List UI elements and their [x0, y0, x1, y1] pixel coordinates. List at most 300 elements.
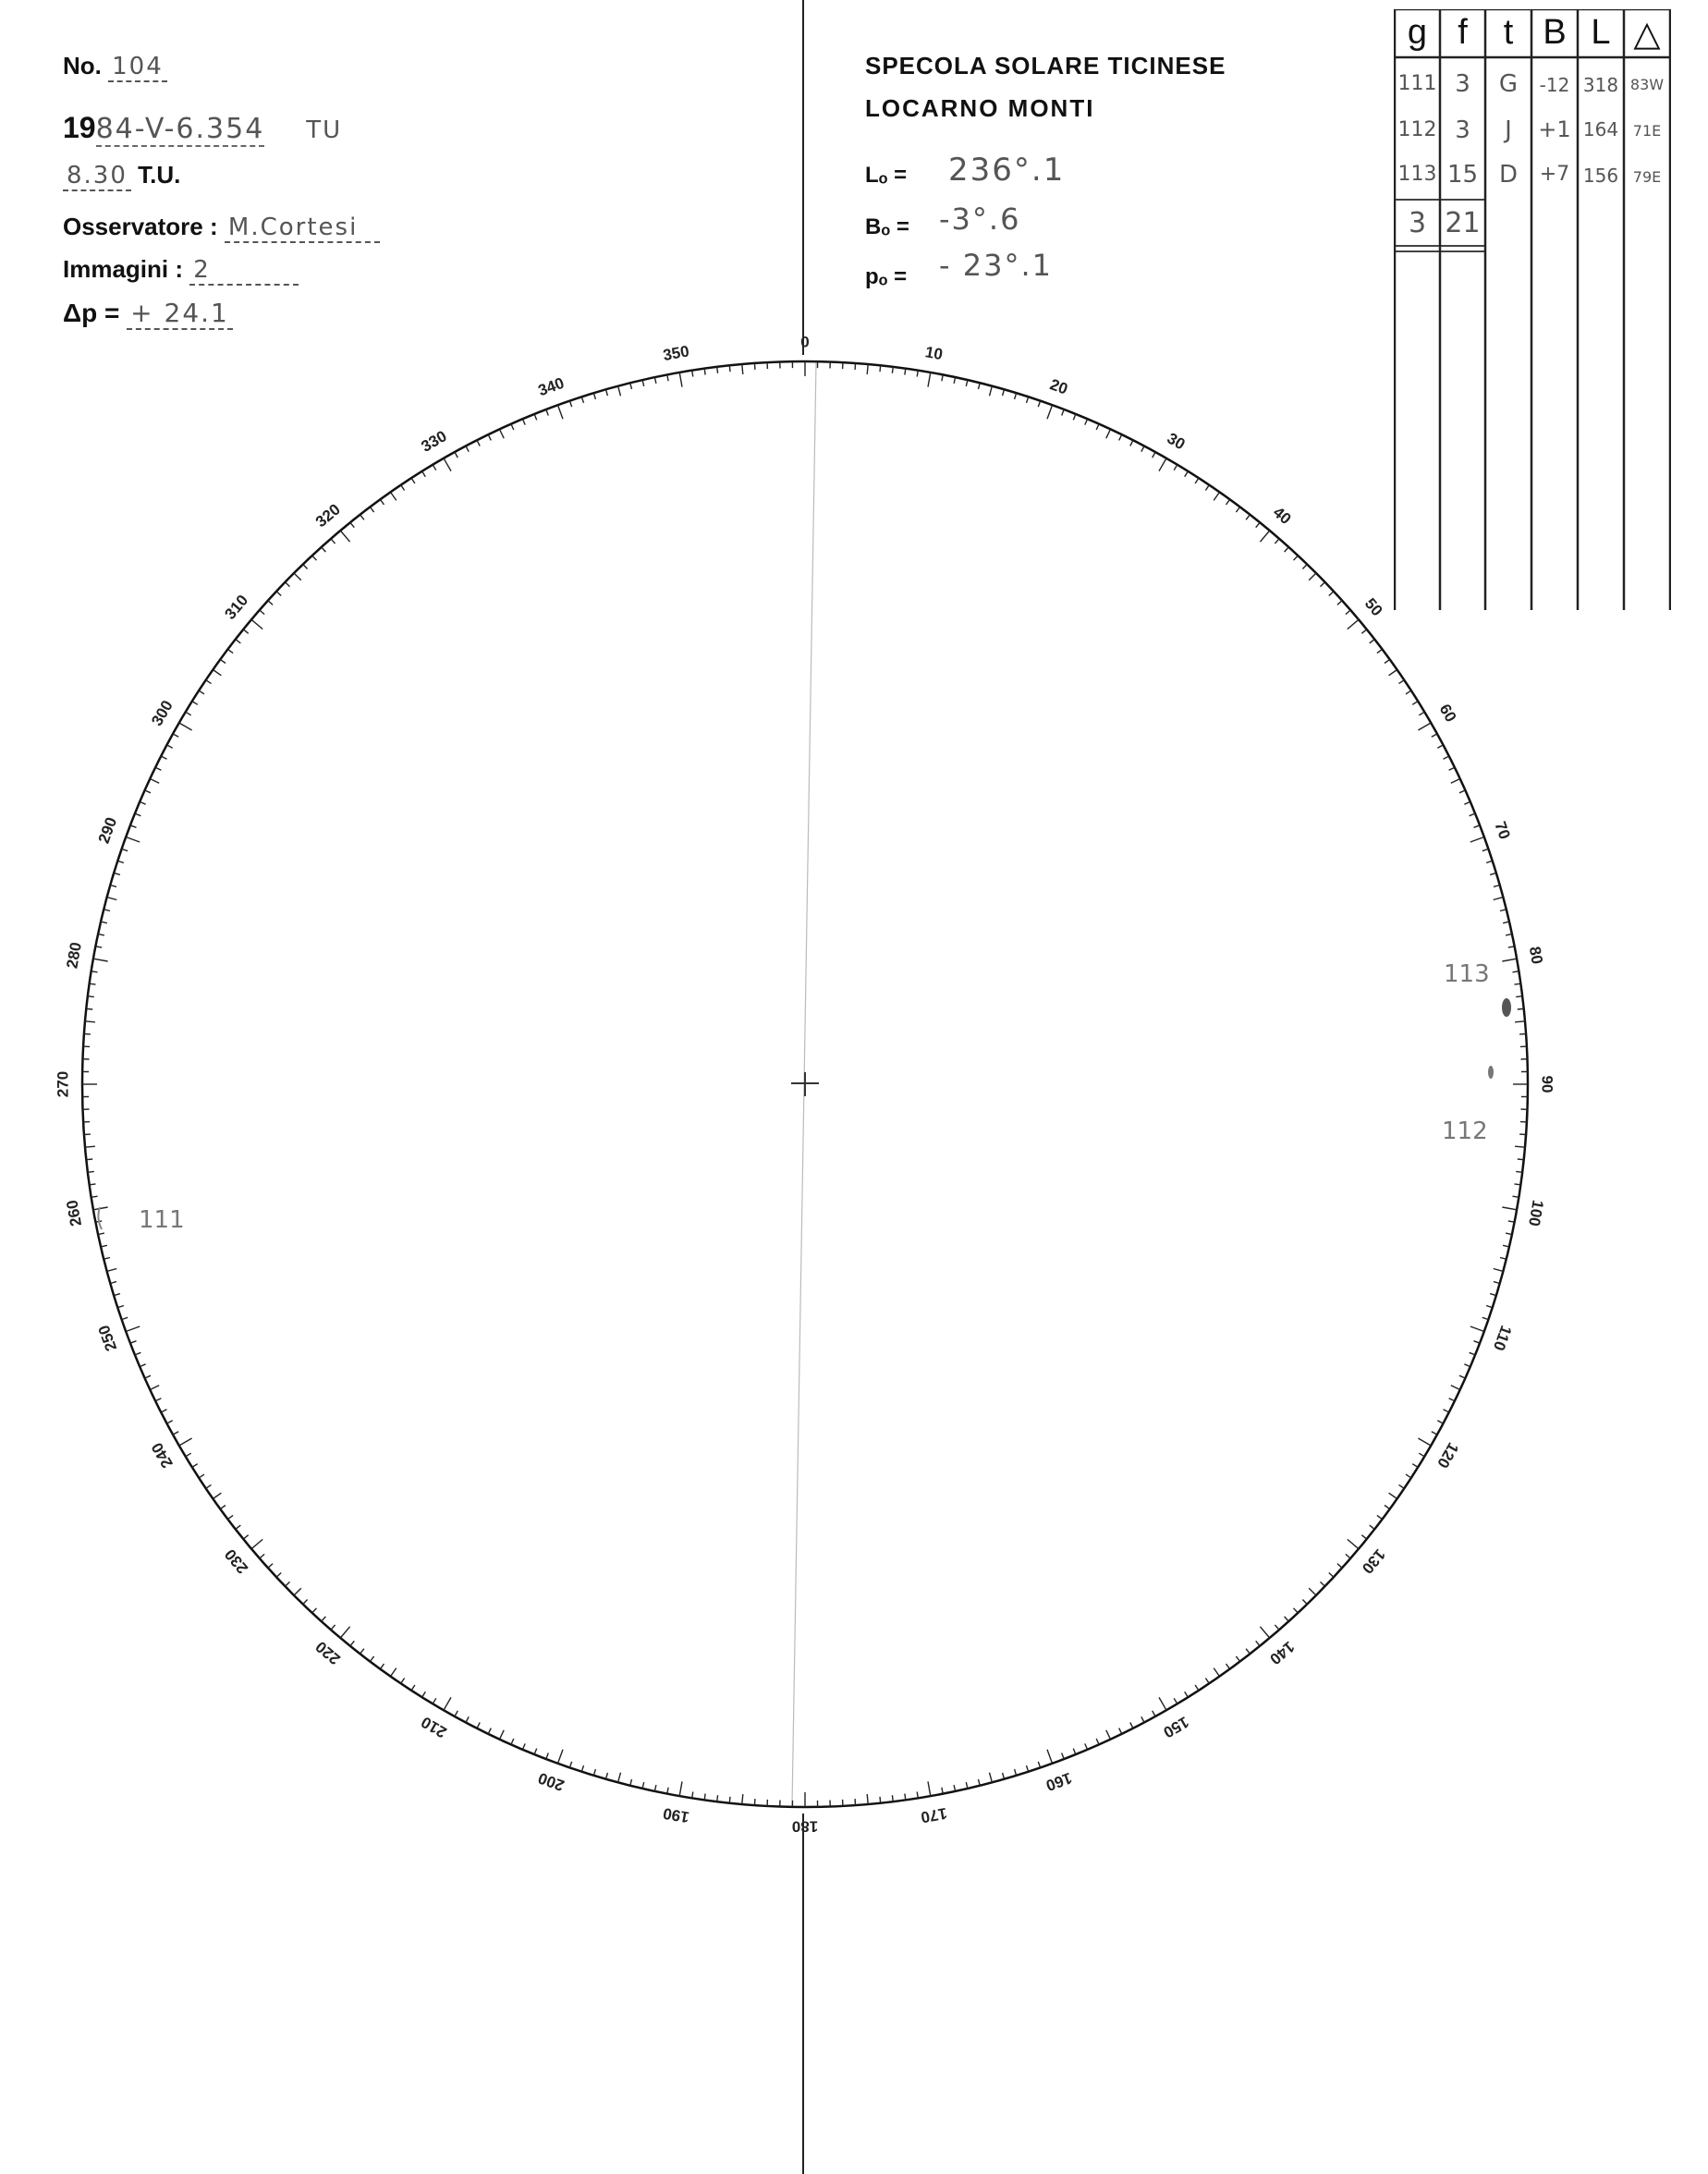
- scale-tick: [1260, 1627, 1269, 1638]
- scale-tick: [276, 592, 281, 596]
- scale-tick: [179, 723, 192, 730]
- scale-tick: [1119, 1728, 1122, 1734]
- scale-tick: [569, 401, 571, 408]
- scale-tick: [1518, 1008, 1524, 1009]
- scale-tick: [966, 380, 968, 386]
- sunspot-113: [1502, 998, 1511, 1017]
- scale-tick: [979, 1779, 981, 1786]
- scale-tick: [1073, 414, 1076, 421]
- scale-tick: [199, 1474, 204, 1478]
- scale-tick: [340, 1627, 349, 1638]
- scale-label-80: 80: [1525, 945, 1546, 966]
- scale-tick: [1361, 1535, 1366, 1539]
- scale-tick: [331, 539, 336, 544]
- scale-tick: [581, 397, 583, 403]
- scale-tick: [905, 1794, 906, 1801]
- scale-tick: [546, 409, 549, 416]
- scale-tick: [360, 515, 364, 520]
- scale-tick: [1503, 922, 1509, 923]
- scale-tick: [654, 377, 656, 384]
- scale-tick: [1486, 1306, 1493, 1308]
- scale-tick: [581, 1765, 583, 1772]
- scale-tick: [88, 1171, 94, 1172]
- scale-tick: [312, 556, 317, 560]
- scale-tick: [642, 380, 644, 386]
- scale-tick: [167, 745, 173, 748]
- scale-tick: [606, 389, 608, 396]
- scale-tick: [1370, 1525, 1375, 1529]
- scale-tick: [260, 1554, 264, 1558]
- scale-label-290: 290: [94, 814, 121, 846]
- group-table-grid: [1394, 9, 1671, 610]
- scale-tick: [401, 485, 405, 491]
- scale-tick: [145, 790, 151, 793]
- table-cell: 3: [1455, 70, 1470, 98]
- scale-tick: [85, 1021, 95, 1022]
- scale-tick: [618, 1773, 621, 1783]
- scale-tick: [1470, 837, 1484, 843]
- scale-label-350: 350: [661, 342, 691, 365]
- scale-tick: [1500, 910, 1507, 911]
- scale-tick: [1502, 959, 1517, 961]
- table-cell: +1: [1538, 116, 1571, 142]
- scale-tick: [1515, 1146, 1525, 1147]
- scale-label-40: 40: [1269, 503, 1295, 529]
- scale-tick: [1047, 405, 1053, 419]
- scale-tick: [704, 1794, 705, 1801]
- scale-tick: [729, 365, 730, 372]
- scale-tick: [192, 1464, 198, 1468]
- table-cell: -12: [1539, 74, 1570, 96]
- scale-tick: [411, 1685, 415, 1691]
- scale-tick: [1106, 429, 1111, 438]
- scale-tick: [1246, 515, 1250, 520]
- scale-label-30: 30: [1164, 429, 1189, 454]
- scale-tick: [679, 1781, 682, 1796]
- table-cell: D: [1498, 161, 1519, 189]
- table-cell: 164: [1582, 118, 1619, 140]
- sunspot-112: [1488, 1066, 1494, 1079]
- scale-tick: [1518, 1159, 1524, 1160]
- table-cell: 156: [1582, 165, 1619, 187]
- scale-tick: [717, 367, 718, 373]
- scale-tick: [433, 465, 436, 470]
- table-header-g: g: [1407, 13, 1428, 52]
- scale-tick: [1399, 680, 1405, 684]
- scale-tick: [122, 849, 128, 850]
- institution-line-1: SPECOLA SOLARE TICINESE: [865, 52, 1226, 79]
- scale-tick: [114, 873, 120, 874]
- scale-tick: [1412, 1464, 1418, 1468]
- date-suffix: TU: [306, 116, 343, 144]
- scale-tick: [954, 1785, 956, 1791]
- scale-tick: [1449, 767, 1455, 770]
- scale-tick: [1406, 690, 1411, 694]
- scale-tick: [1159, 1697, 1166, 1710]
- scale-tick: [1236, 1656, 1239, 1662]
- scale-tick: [630, 1779, 632, 1786]
- scale-tick: [380, 499, 384, 505]
- scale-label-50: 50: [1360, 594, 1386, 620]
- scale-label-260: 260: [63, 1198, 86, 1228]
- table-cell: G: [1498, 70, 1519, 98]
- scale-tick: [370, 1656, 373, 1662]
- scale-label-120: 120: [1434, 1439, 1462, 1472]
- scale-tick: [350, 522, 354, 527]
- sunspot-111: [98, 1207, 102, 1229]
- scale-tick: [1516, 996, 1522, 997]
- scale-tick: [228, 1515, 234, 1519]
- scale-tick: [1130, 440, 1133, 446]
- scale-tick: [1185, 1692, 1189, 1697]
- scale-tick: [1490, 1294, 1496, 1296]
- scale-tick: [86, 1159, 92, 1160]
- scale-label-300: 300: [148, 697, 177, 729]
- scale-tick: [1482, 1317, 1489, 1319]
- scale-tick: [1451, 779, 1460, 784]
- scale-tick: [1047, 1750, 1053, 1764]
- scale-tick: [1062, 1753, 1065, 1760]
- scale-tick: [511, 1739, 514, 1744]
- number-label: No.: [63, 52, 102, 79]
- scale-tick: [104, 1258, 110, 1260]
- scale-tick: [1432, 734, 1437, 737]
- scale-tick: [150, 1386, 159, 1390]
- time-value: 8.30: [63, 162, 131, 191]
- scale-tick: [558, 405, 564, 419]
- scale-tick: [1515, 983, 1521, 984]
- l0-label: Lₒ =: [865, 163, 908, 188]
- scale-tick: [1502, 1207, 1517, 1210]
- table-total-spots: 21: [1445, 207, 1481, 239]
- scale-tick: [331, 1625, 336, 1630]
- scale-tick: [522, 1743, 525, 1749]
- scale-tick: [1459, 790, 1465, 793]
- scale-tick: [1275, 1625, 1279, 1630]
- scale-tick: [1412, 702, 1418, 705]
- scale-tick: [1106, 1730, 1111, 1740]
- scale-tick: [1205, 1679, 1209, 1684]
- scale-tick: [1062, 409, 1065, 416]
- scale-tick: [593, 393, 595, 399]
- scale-tick: [630, 383, 632, 389]
- scale-tick: [1337, 1564, 1342, 1569]
- scale-tick: [350, 1641, 354, 1645]
- scale-tick: [126, 837, 140, 843]
- scale-tick: [1096, 424, 1099, 430]
- scale-tick: [303, 1600, 308, 1605]
- scale-tick: [90, 983, 96, 984]
- scale-tick: [1432, 1432, 1437, 1435]
- scale-tick: [1085, 1743, 1088, 1749]
- scale-tick: [488, 434, 491, 440]
- scale-tick: [312, 1608, 317, 1613]
- year-prefix: 19: [63, 111, 96, 144]
- scale-label-140: 140: [1266, 1637, 1299, 1668]
- scale-tick: [892, 367, 893, 373]
- scale-tick: [511, 424, 514, 430]
- scale-tick: [1174, 465, 1177, 470]
- scale-tick: [1275, 539, 1279, 544]
- scale-tick: [268, 1564, 273, 1569]
- table-cell: 15: [1446, 161, 1479, 189]
- time-suffix: T.U.: [138, 161, 181, 189]
- scale-tick: [86, 1008, 92, 1009]
- table-header-b: B: [1543, 13, 1567, 52]
- scale-tick: [243, 1535, 248, 1539]
- scale-tick: [1482, 849, 1489, 850]
- scale-tick: [1449, 1398, 1455, 1401]
- scale-tick: [1494, 1282, 1500, 1284]
- delta-p-label: Δp =: [63, 299, 120, 327]
- scale-tick: [122, 1317, 128, 1319]
- scale-tick: [213, 1493, 221, 1498]
- table-cell: 71E: [1632, 122, 1662, 140]
- images-label: Immagini :: [63, 255, 184, 283]
- scale-tick: [155, 767, 161, 770]
- scale-tick: [340, 531, 349, 542]
- scale-tick: [455, 1711, 458, 1716]
- scale-tick: [101, 922, 107, 923]
- scale-tick: [1195, 1685, 1199, 1691]
- scale-label-150: 150: [1160, 1713, 1192, 1741]
- scale-label-240: 240: [148, 1439, 177, 1472]
- scale-tick: [1226, 499, 1230, 505]
- scale-label-180: 180: [791, 1817, 819, 1836]
- scale-tick: [1494, 885, 1500, 887]
- scale-tick: [98, 934, 104, 935]
- scale-tick: [1470, 1326, 1484, 1332]
- scale-tick: [905, 369, 906, 375]
- table-cell: 79E: [1632, 168, 1662, 186]
- scale-tick: [742, 1794, 743, 1804]
- scale-tick: [1399, 1484, 1405, 1488]
- scale-tick: [206, 1484, 212, 1488]
- scale-tick: [1246, 1649, 1250, 1655]
- scale-tick: [717, 1795, 718, 1801]
- scale-tick: [90, 1184, 96, 1185]
- scale-tick: [1515, 1184, 1521, 1185]
- scale-tick: [1038, 1762, 1040, 1768]
- scale-tick: [251, 619, 262, 629]
- scale-tick: [192, 702, 198, 705]
- scale-tick: [1464, 801, 1470, 804]
- scale-label-60: 60: [1435, 701, 1460, 726]
- scale-tick: [534, 414, 537, 421]
- scale-tick: [117, 1306, 124, 1308]
- scale-tick: [679, 373, 682, 387]
- table-header-f: f: [1458, 13, 1468, 52]
- table-header-delta: △: [1633, 15, 1661, 54]
- group-table: [1394, 9, 1671, 610]
- scale-tick: [107, 898, 117, 900]
- images-value: 2: [189, 256, 299, 286]
- b0-label: Bₒ =: [865, 214, 909, 239]
- scale-tick: [186, 712, 191, 715]
- scale-tick: [444, 1697, 451, 1710]
- scale-tick: [433, 1698, 436, 1704]
- scale-tick: [1153, 1711, 1155, 1716]
- scale-tick: [979, 383, 981, 389]
- scale-tick: [1389, 670, 1397, 676]
- scale-label-210: 210: [418, 1713, 450, 1741]
- scale-tick: [606, 1773, 608, 1779]
- scale-label-280: 280: [63, 940, 86, 971]
- scale-label-270: 270: [54, 1070, 72, 1098]
- scale-tick: [135, 1352, 141, 1355]
- scale-label-310: 310: [221, 591, 252, 623]
- scale-tick: [167, 1421, 173, 1423]
- scale-tick: [422, 471, 426, 477]
- scale-tick: [228, 649, 234, 653]
- scale-tick: [1130, 1723, 1133, 1728]
- scale-tick: [880, 365, 881, 372]
- scale-tick: [186, 1453, 191, 1457]
- scale-tick: [126, 1326, 140, 1332]
- scale-tick: [1459, 1375, 1465, 1378]
- scale-tick: [1419, 1453, 1424, 1457]
- b0-value: -3°.6: [939, 202, 1021, 237]
- scale-tick: [1003, 389, 1005, 396]
- scale-tick: [286, 1582, 290, 1586]
- scale-tick: [1214, 492, 1219, 500]
- scale-tick: [618, 386, 621, 397]
- scale-tick: [1141, 1716, 1144, 1722]
- scale-tick: [1285, 1617, 1289, 1621]
- scale-label-110: 110: [1489, 1323, 1516, 1353]
- scale-tick: [642, 1782, 644, 1789]
- scale-tick: [1073, 1749, 1076, 1755]
- scale-label-90: 90: [1538, 1075, 1556, 1093]
- scale-tick: [236, 1525, 240, 1529]
- scale-tick: [294, 573, 301, 580]
- scale-tick: [1302, 1600, 1307, 1605]
- scale-tick: [867, 364, 868, 374]
- scale-tick: [729, 1797, 730, 1803]
- scale-tick: [161, 1410, 166, 1412]
- scale-tick: [534, 1749, 537, 1755]
- observer-label: Osservatore :: [63, 213, 218, 240]
- scale-tick: [1159, 458, 1166, 471]
- scale-tick: [546, 1753, 549, 1760]
- scale-tick: [1418, 1438, 1431, 1446]
- scale-tick: [107, 1269, 117, 1272]
- scale-tick: [85, 1146, 95, 1147]
- scale-tick: [1329, 1573, 1334, 1578]
- scale-tick: [928, 373, 931, 387]
- table-cell: 113: [1397, 163, 1437, 186]
- scale-tick: [1329, 592, 1334, 596]
- table-cell: J: [1505, 116, 1512, 144]
- scale-tick: [1256, 1641, 1260, 1645]
- scale-tick: [522, 419, 525, 424]
- scale-tick: [1195, 478, 1199, 483]
- scale-tick: [411, 478, 415, 483]
- scale-tick: [173, 734, 178, 737]
- table-cell: 83W: [1629, 76, 1665, 93]
- table-cell: 3: [1455, 116, 1470, 144]
- scale-tick: [114, 1294, 120, 1296]
- table-header-l: L: [1591, 13, 1611, 52]
- scale-tick: [243, 629, 248, 633]
- table-cell: 318: [1582, 74, 1619, 96]
- scale-tick: [303, 565, 308, 569]
- scale-tick: [466, 1716, 469, 1722]
- scale-tick: [1038, 401, 1040, 408]
- scale-tick: [380, 1664, 384, 1669]
- scale-tick: [1444, 1410, 1449, 1412]
- scale-tick: [199, 690, 204, 694]
- scale-label-70: 70: [1491, 819, 1514, 842]
- scale-tick: [1389, 1493, 1397, 1498]
- scale-tick: [1027, 397, 1029, 403]
- scale-tick: [322, 547, 326, 552]
- scale-label-330: 330: [418, 427, 450, 456]
- scale-tick: [1437, 745, 1443, 748]
- scale-tick: [1214, 1668, 1219, 1677]
- number-value: 104: [108, 53, 167, 82]
- scale-tick: [422, 1692, 426, 1697]
- scale-label-100: 100: [1524, 1198, 1547, 1228]
- scale-tick: [391, 1668, 396, 1677]
- scale-tick: [1346, 610, 1350, 615]
- scale-tick: [1406, 1474, 1411, 1478]
- scale-tick: [294, 1588, 301, 1595]
- scale-tick: [1377, 1515, 1383, 1519]
- scale-tick: [1285, 547, 1289, 552]
- scale-tick: [140, 801, 145, 804]
- scale-tick: [1321, 1582, 1325, 1586]
- scale-tick: [1464, 1364, 1470, 1367]
- scale-tick: [213, 670, 221, 676]
- scale-tick: [260, 610, 264, 615]
- scale-tick: [654, 1785, 656, 1791]
- scale-tick: [1377, 649, 1383, 653]
- scale-tick: [101, 1245, 107, 1247]
- scale-tick: [268, 601, 273, 605]
- scale-tick: [220, 1506, 226, 1509]
- scale-tick: [135, 813, 141, 816]
- scale-tick: [477, 1723, 480, 1728]
- scale-tick: [1015, 1769, 1017, 1776]
- scale-tick: [1346, 1554, 1350, 1558]
- scale-tick: [966, 1782, 968, 1789]
- scale-label-10: 10: [923, 343, 945, 364]
- date-value: 84-V-6.354: [95, 113, 265, 145]
- scale-tick: [742, 364, 743, 374]
- scale-label-0: 0: [800, 333, 810, 351]
- scale-tick: [98, 1233, 104, 1235]
- scale-tick: [1119, 434, 1122, 440]
- scale-label-160: 160: [1043, 1768, 1075, 1795]
- scale-tick: [161, 756, 166, 759]
- scale-tick: [1385, 1506, 1390, 1509]
- scale-tick: [1515, 1021, 1525, 1022]
- scale-tick: [206, 680, 212, 684]
- scale-tick: [1500, 1258, 1507, 1260]
- scale-tick: [150, 779, 159, 784]
- scale-tick: [1294, 1608, 1299, 1613]
- scale-tick: [360, 1649, 364, 1655]
- scale-tick: [236, 640, 240, 643]
- scale-tick: [1506, 1233, 1512, 1235]
- scale-tick: [569, 1762, 571, 1768]
- scale-tick: [558, 1750, 564, 1764]
- scale-tick: [155, 1398, 161, 1401]
- scale-tick: [488, 1728, 491, 1734]
- scale-label-200: 200: [535, 1768, 567, 1795]
- scale-tick: [954, 377, 956, 384]
